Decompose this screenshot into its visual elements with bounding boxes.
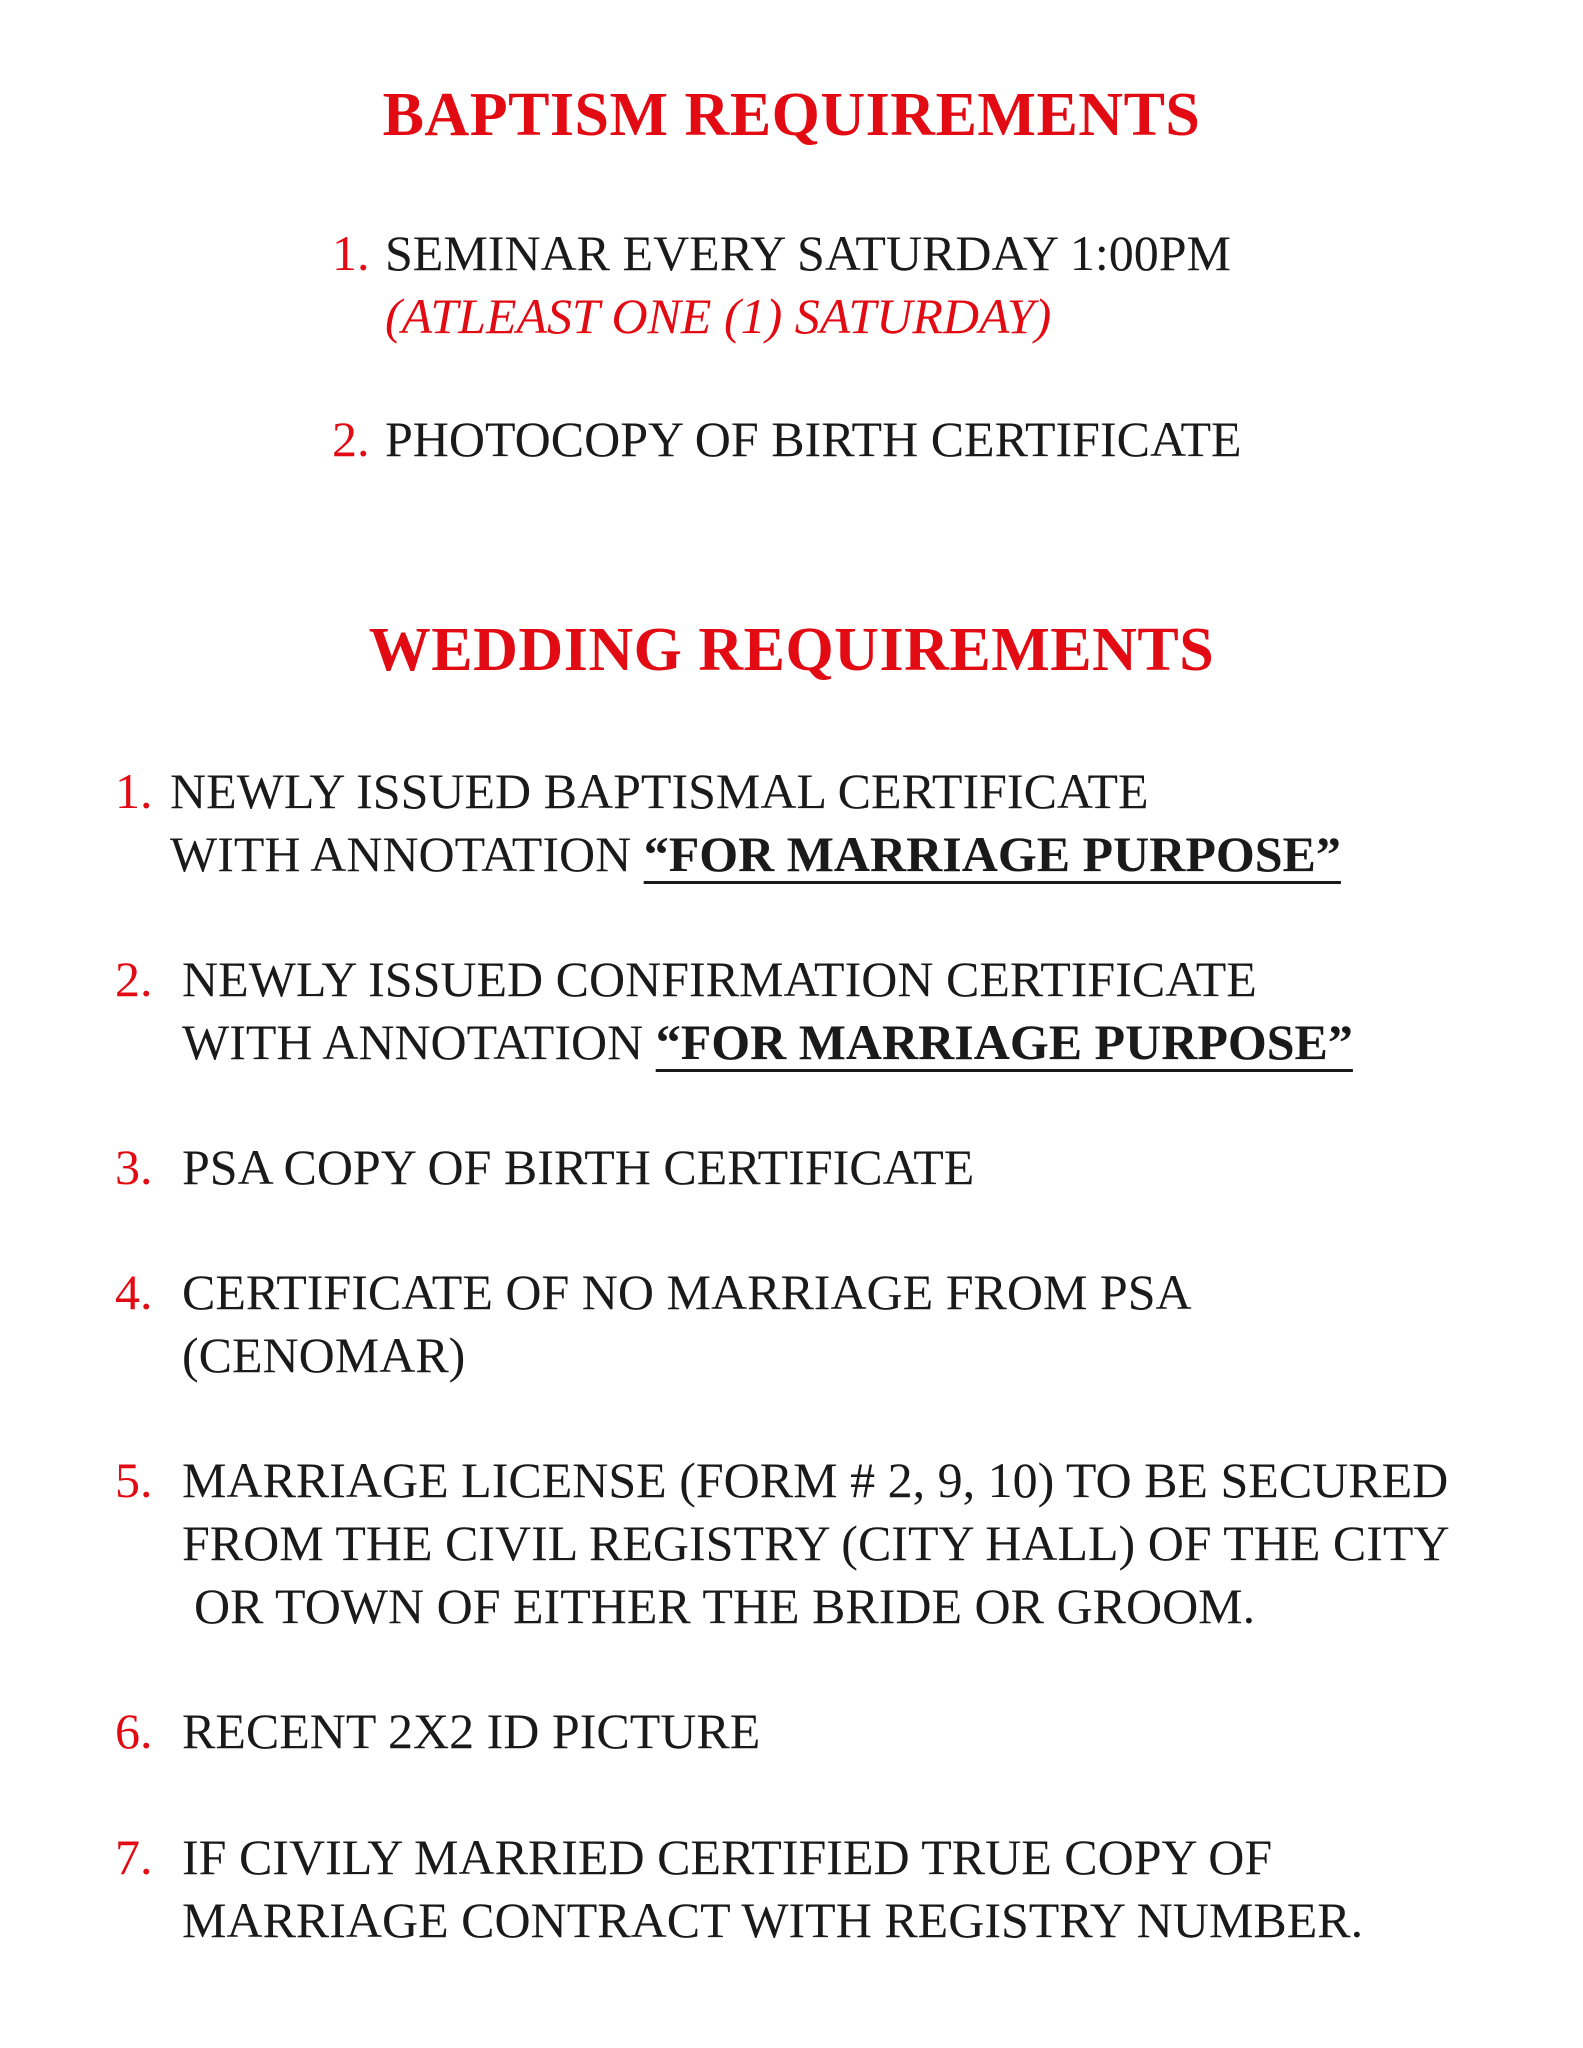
baptism-item-2	[332, 408, 1242, 471]
item-number: 7.	[115, 1829, 153, 1885]
item-text: CERTIFICATE OF NO MARRIAGE FROM PSA	[182, 1264, 1192, 1320]
annotation-prefix: WITH ANNOTATION	[182, 1014, 656, 1070]
baptism-item-1	[332, 222, 1231, 348]
item-text: IF CIVILY MARRIED CERTIFIED TRUE COPY OF	[182, 1829, 1273, 1885]
item-text: SEMINAR EVERY SATURDAY 1:00PM	[385, 225, 1231, 281]
item-text-line2: MARRIAGE CONTRACT WITH REGISTRY NUMBER.	[182, 1892, 1364, 1948]
item-number: 1.	[332, 225, 370, 281]
item-number: 2.	[332, 411, 370, 467]
wedding-item-6	[115, 1700, 761, 1763]
item-text-line2: (CENOMAR)	[182, 1327, 466, 1383]
wedding-heading: WEDDING REQUIREMENTS	[368, 616, 1215, 684]
item-text-line3: OR TOWN OF EITHER THE BRIDE OR GROOM.	[194, 1578, 1256, 1634]
item-text: PHOTOCOPY OF BIRTH CERTIFICATE	[385, 411, 1242, 467]
wedding-item-5	[115, 1449, 1450, 1638]
wedding-item-1	[115, 760, 1351, 886]
wedding-item-3	[115, 1136, 975, 1199]
baptism-heading: BAPTISM REQUIREMENTS	[382, 81, 1201, 149]
wedding-item-7	[115, 1826, 1364, 1952]
item-number: 1.	[115, 763, 153, 819]
item-text: PSA COPY OF BIRTH CERTIFICATE	[182, 1139, 975, 1195]
item-note: (ATLEAST ONE (1) SATURDAY)	[385, 288, 1052, 344]
item-text-line2	[182, 1011, 1363, 1074]
annotation-prefix: WITH ANNOTATION	[170, 826, 644, 882]
item-text: RECENT 2X2 ID PICTURE	[182, 1703, 761, 1759]
item-number: 5.	[115, 1452, 153, 1508]
item-number: 4.	[115, 1264, 153, 1320]
item-text: NEWLY ISSUED BAPTISMAL CERTIFICATE	[170, 763, 1149, 819]
annotation-emphasis: “FOR MARRIAGE PURPOSE”	[643, 826, 1341, 882]
item-text-line2	[170, 823, 1351, 886]
item-number: 3.	[115, 1139, 153, 1195]
item-text: MARRIAGE LICENSE (FORM # 2, 9, 10) TO BE SECURED	[182, 1452, 1449, 1508]
annotation-emphasis: “FOR MARRIAGE PURPOSE”	[655, 1014, 1353, 1070]
item-text: NEWLY ISSUED CONFIRMATION CERTIFICATE	[182, 951, 1257, 1007]
item-number: 6.	[115, 1703, 153, 1759]
item-text-line2: FROM THE CIVIL REGISTRY (CITY HALL) OF THE CITY	[182, 1515, 1450, 1571]
item-number: 2.	[115, 951, 153, 1007]
wedding-item-2	[115, 948, 1363, 1074]
wedding-item-4	[115, 1261, 1192, 1387]
